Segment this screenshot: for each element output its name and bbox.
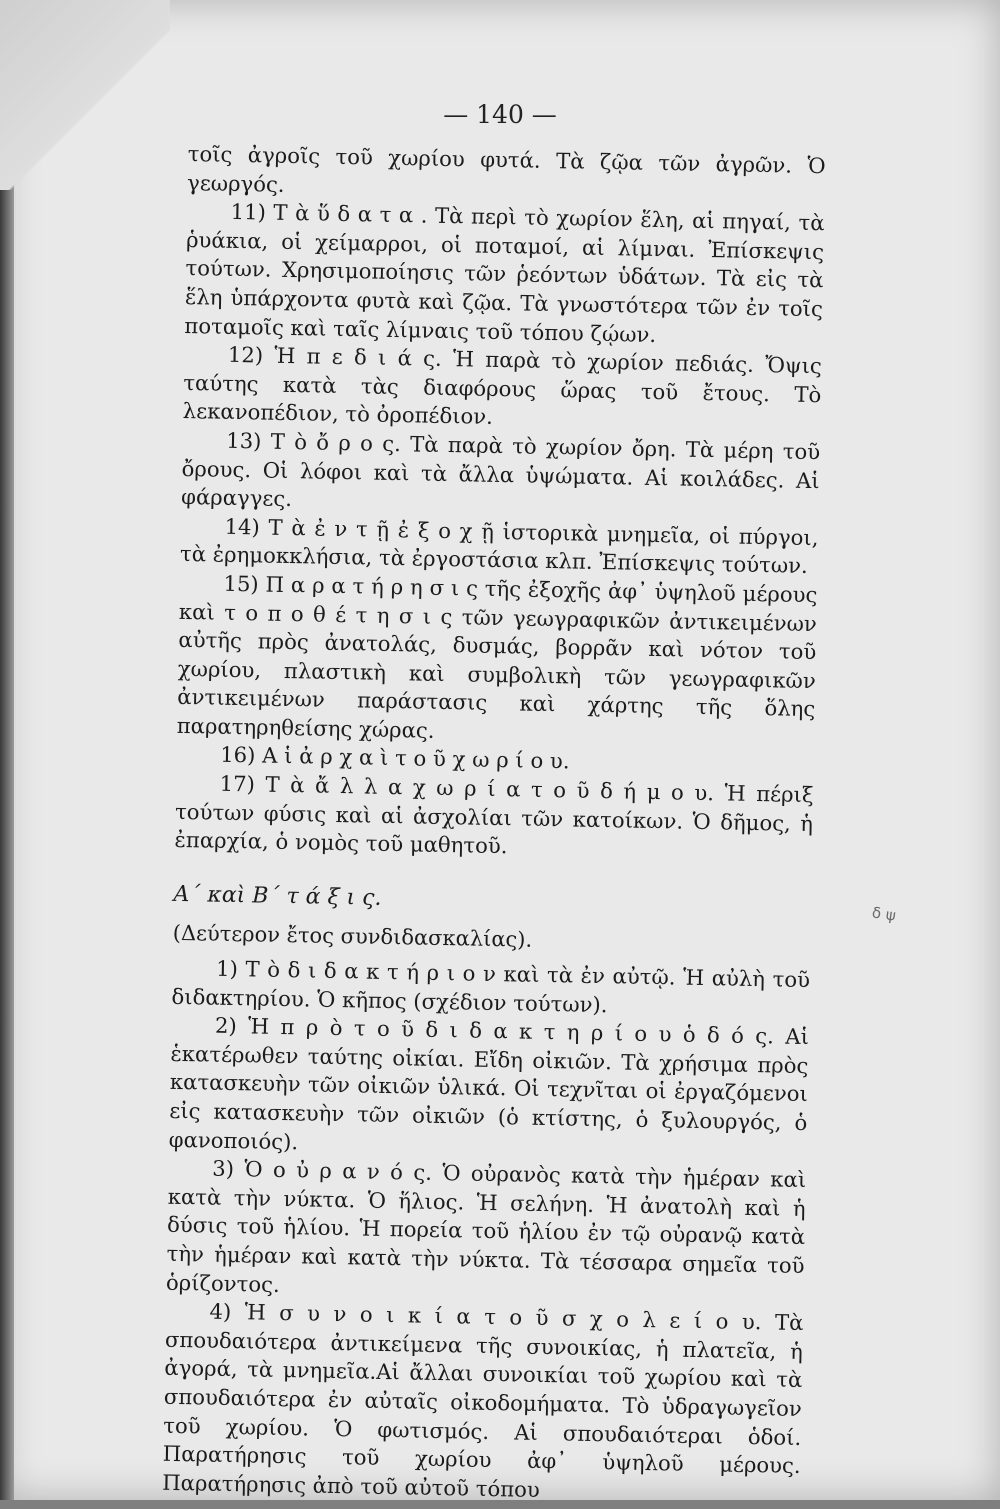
section-subheading: (Δεύτερον ἔτος συνδιδασκαλίας). bbox=[172, 921, 533, 953]
paragraph: 17) Τ ὰ ἄ λ λ α χ ω ρ ί α τ ο ῦ δ ή μ ο υ. Ἡ πέριξ τούτων φύσις καὶ αἱ ἀσχολίαι τῶν κατοίκων. Ὁ δῆμος, ἡ ἐπαρχία, ὁ νομὸς τοῦ μαθητοῦ. bbox=[174, 770, 814, 859]
section-one bbox=[174, 140, 826, 867]
paragraph: 14) Τ ὰ ἐ ν τ ῇ ἐ ξ ο χ ῇ ἱστορικὰ μνημεῖα, οἱ πύργοι, τὰ ἐρημοκκλήσια, τὰ ἐργοστάσια κλπ. Ἐπίσκεψις τούτων. bbox=[179, 513, 819, 579]
section-two bbox=[162, 954, 810, 1509]
paragraph: 2) Ἡ π ρ ὸ τ ο ῦ δ ι δ α κ τ η ρ ί ο υ ὁ δ ό ς. Αἱ ἑκατέρωθεν ταύτης οἰκίαι. Εἴδη οἰκιῶν. Τὰ χρήσιμα πρὸς κατασκευὴν τῶν οἰκιῶν ὑλικά. Οἱ τεχνῖται οἱ ἐργαζόμενοι εἰς κατασκευὴν τῶν οἰκιῶν (ὁ κτίστης, ὁ ξυλουργός, ὁ φανοποιός). bbox=[168, 1012, 810, 1154]
section-heading: Α΄ καὶ Β΄ τ ά ξ ι ς. bbox=[173, 881, 382, 911]
paragraph: 4) Ἡ σ υ ν ο ι κ ί α τ ο ῦ σ χ ο λ ε ί ο υ. Τὰ σπουδαιότερα ἀντικείμενα τῆς συνοικίας, ἡ πλατεῖα, ἡ ἀγορά, τὰ μνημεῖα.Αἱ ἄλλαι συνοικίαι τοῦ χωρίου καὶ τὰ σπουδαιότερα ἐν αὐταῖς οἰκοδομήματα. Τὸ ὑδραγωγεῖον τοῦ χωρίου. Ὁ φωτισμός. Αἱ σπουδαιότεραι ὁδοί. Παρατήρησις τοῦ χωρίου ἀφ᾽ ὑψηλοῦ μέρους. Παρατήρησις ἀπὸ τοῦ αὐτοῦ τόπου bbox=[161, 1298, 804, 1502]
paragraph: 1) Τ ὸ δ ι δ α κ τ ή ρ ι ο ν καὶ τὰ ἐν αὐτῷ. Ἡ αὐλὴ τοῦ διδακτηρίου. Ὁ κῆπος (σχέδιον τούτων). bbox=[171, 955, 811, 1017]
page-number: — 140 — bbox=[443, 100, 557, 129]
paragraph: 15) Π α ρ α τ ή ρ η σ ι ς τῆς ἐξοχῆς ἀφ᾽ ὑψηλοῦ μέρους καὶ τ ο π ο θ έ τ η σ ι ς τῶν γεωγραφικῶν ἀντικειμένων αὐτῆς πρὸς ἀνατολάς, δυσμάς, βορρᾶν καὶ νότον τοῦ χωρίου, πλαστικὴ καὶ συμβολικὴ τῶν γεωγραφικῶν ἀντικειμένων παράστασις καὶ χάρτης τῆς ὅλης παρατηρηθείσης χώρας. bbox=[176, 570, 818, 743]
paragraph: 3) Ὁ ο ὐ ρ α ν ό ς. Ὁ οὐρανὸς κατὰ τὴν ἡμέραν καὶ κατὰ τὴν νύκτα. Ὁ ἥλιος. Ἡ σελήνη. Ἡ ἀνατολὴ καὶ ἡ δύσις τοῦ ἡλίου. Ἡ πορεία τοῦ ἡλίου ἐν τῷ οὐρανῷ κατὰ τὴν ἡμέραν καὶ κατὰ τὴν νύκτα. Τὰ τέσσαρα σημεῖα τοῦ ὁρίζοντος. bbox=[165, 1155, 807, 1297]
paragraph: 12) Ἡ π ε δ ι ά ς. Ἡ παρὰ τὸ χωρίον πεδιάς. Ὄψις ταύτης κατὰ τὰς διαφόρους ὥρας τοῦ ἔτους. Τὸ λεκανοπέδιον, τὸ ὀροπέδιον. bbox=[182, 341, 823, 430]
paragraph: τοῖς ἀγροῖς τοῦ χωρίου φυτά. Τὰ ζῷα τῶν ἀγρῶν. Ὁ γεωργός. bbox=[186, 140, 826, 197]
folded-corner bbox=[0, 0, 170, 190]
paragraph: 16) Α ἱ ἀ ρ χ α ὶ τ ο ῦ χ ω ρ ί ο υ. bbox=[219, 742, 570, 774]
paragraph: 11) Τ ὰ ὕ δ α τ α . Τὰ περὶ τὸ χωρίον ἕλη, αἱ πηγαί, τὰ ῥυάκια, οἱ χείμαρροι, οἱ ποταμοί, αἱ λίμναι. Ἐπίσκεψις τούτων. Χρησιμοποίησις τῶν ῥεόντων ὑδάτων. Τὰ εἰς τὰ ἕλη ὑπάρχοντα φυτὰ καὶ ζῷα. Τὰ γνωστότερα τῶν ἐν τοῖς ποταμοῖς καὶ ταῖς λίμναις τοῦ τόπου ζῴων. bbox=[184, 199, 825, 347]
text-column bbox=[162, 140, 826, 1509]
handwritten-margin-note: δ ψ bbox=[870, 903, 897, 925]
page-binding-edge bbox=[0, 0, 14, 1500]
paragraph: 13) Τ ὸ ὄ ρ ο ς. Τὰ παρὰ τὸ χωρίον ὄρη. Τὰ μέρη τοῦ ὄρους. Οἱ λόφοι καὶ τὰ ἄλλα ὑψώματα. Αἱ κοιλάδες. Αἱ φάραγγες. bbox=[180, 427, 821, 512]
